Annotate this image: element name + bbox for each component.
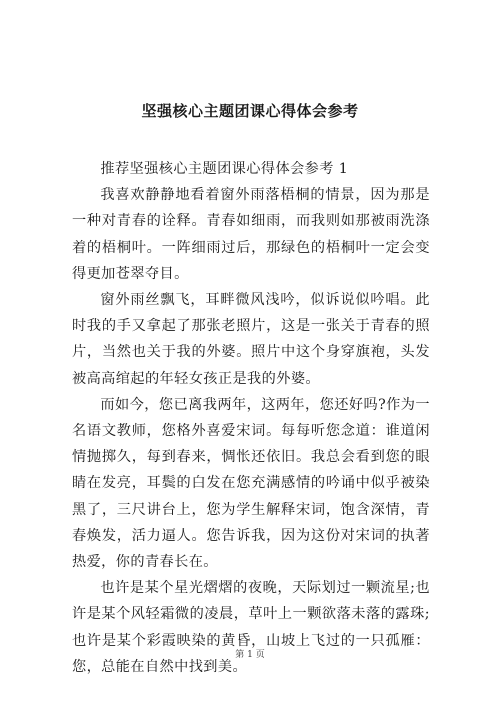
paragraph-4: 也许是某个星光熠熠的夜晚，天际划过一颗流星;也许是某个风轻霜微的凌晨，草叶上一颗欲落未落的露珠;也许是某个彩霞映染的黄昏，山坡上飞过的一只孤雁：您，总能在自然中找到美。 — [72, 580, 430, 675]
paragraph-1: 我喜欢静静地看着窗外雨落梧桐的情景，因为那是一种对青春的诠释。青春如细雨，而我则如那被雨洗涤着的梧桐叶。一阵细雨过后，那绿色的梧桐叶一定会变得更加苍翠夺目。 — [72, 187, 430, 282]
paragraph-2: 窗外雨丝飘飞，耳畔微风浅吟，似诉说似吟唱。此时我的手又拿起了那张老照片，这是一张关于青春的照片，当然也关于我的外婆。照片中这个身穿旗袍，头发被高高绾起的年轻女孩正是我的外婆。 — [72, 292, 430, 387]
page-title: 坚强核心主题团课心得体会参考 — [141, 102, 359, 120]
document-body — [72, 156, 430, 680]
page-number: 第 1 页 — [235, 650, 265, 660]
paragraph-3: 而如今，您已离我两年，这两年，您还好吗?作为一名语文教师，您格外喜爱宋词。每每听您念道：谁道闲情抛掷久，每到春来，惆怅还依旧。我总会看到您的眼睛在发亮，耳鬓的白发在您充满感情的吟诵中似乎被染黑了，三尺讲台上，您为学生解释宋词，饱含深情，青春焕发，活力逼人。您告诉我，因为这份对宋词的执著热爱，你的青春长在。 — [72, 396, 430, 571]
document-subtitle: 推荐坚强核心主题团课心得体会参考 1 — [100, 161, 349, 177]
